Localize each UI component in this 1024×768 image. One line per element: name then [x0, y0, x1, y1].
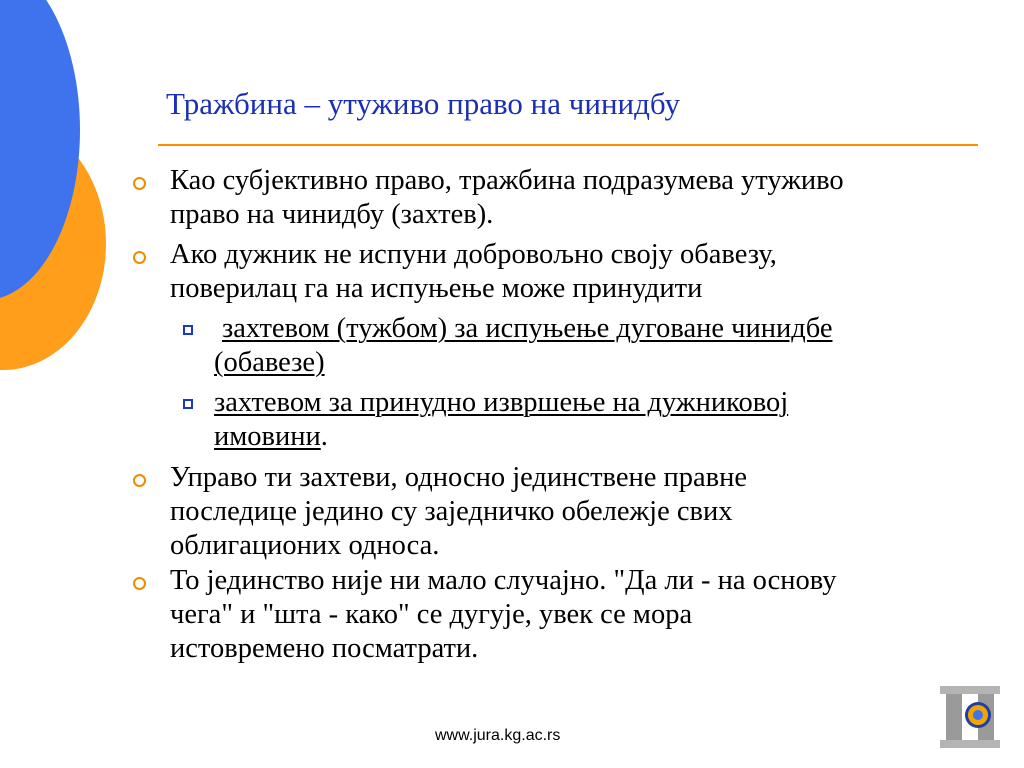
subbullet-2-text — [214, 386, 788, 454]
square-bullet-icon — [183, 325, 193, 335]
bullet-1-line-1: Као субјективно право, тражбина подразумева утуживо — [170, 165, 844, 196]
circle-bullet-icon — [133, 577, 146, 590]
bullet-4-line-3: истовремено посматрати. — [170, 633, 479, 664]
subbullet-1-line-1[interactable]: захтевом (тужбом) за испуњење дуговане чинидбе — [222, 313, 833, 344]
bullet-4-text — [170, 564, 836, 666]
circle-bullet-icon — [133, 251, 146, 264]
subbullet-1-line-2[interactable]: (обавезе) — [214, 347, 325, 378]
bullet-2-text — [170, 238, 777, 306]
faculty-logo-icon — [938, 684, 1000, 750]
title-divider — [158, 144, 978, 146]
square-bullet-icon — [183, 399, 193, 409]
bullet-3-text — [170, 461, 747, 563]
circle-bullet-icon — [133, 474, 146, 487]
subbullet-2-line-2[interactable]: имовини. — [214, 421, 328, 452]
footer-url: www.jura.kg.ac.rs — [435, 727, 561, 744]
subbullet-1-text — [214, 312, 832, 380]
circle-bullet-icon — [133, 177, 146, 190]
subbullet-2-line-1[interactable]: захтевом за принудно извршење на дужниковој — [214, 387, 789, 418]
bullet-2-line-1: Ако дужник не испуни добровољно своју обавезу, — [170, 239, 777, 270]
bullet-3-line-2: последице једино су заједничко обележје свих — [170, 496, 733, 527]
bullet-4-line-1: То јединство није ни мало случајно. "Да ли - на основу — [170, 565, 837, 596]
slide-title: Тражбина – утуживо право на чинидбу — [166, 86, 680, 121]
bullet-2-line-2: поверилац га на испуњење може принудити — [170, 273, 703, 304]
bullet-4-line-2: чега" и "шта - како" се дугује, увек се мора — [170, 599, 693, 630]
bullet-1-text — [170, 164, 844, 232]
bullet-1-line-2: право на чинидбу (захтев). — [170, 199, 494, 230]
bullet-3-line-1: Управо ти захтеви, односно јединствене правне — [170, 462, 747, 493]
bullet-3-line-3: облигационих односа. — [170, 530, 440, 561]
